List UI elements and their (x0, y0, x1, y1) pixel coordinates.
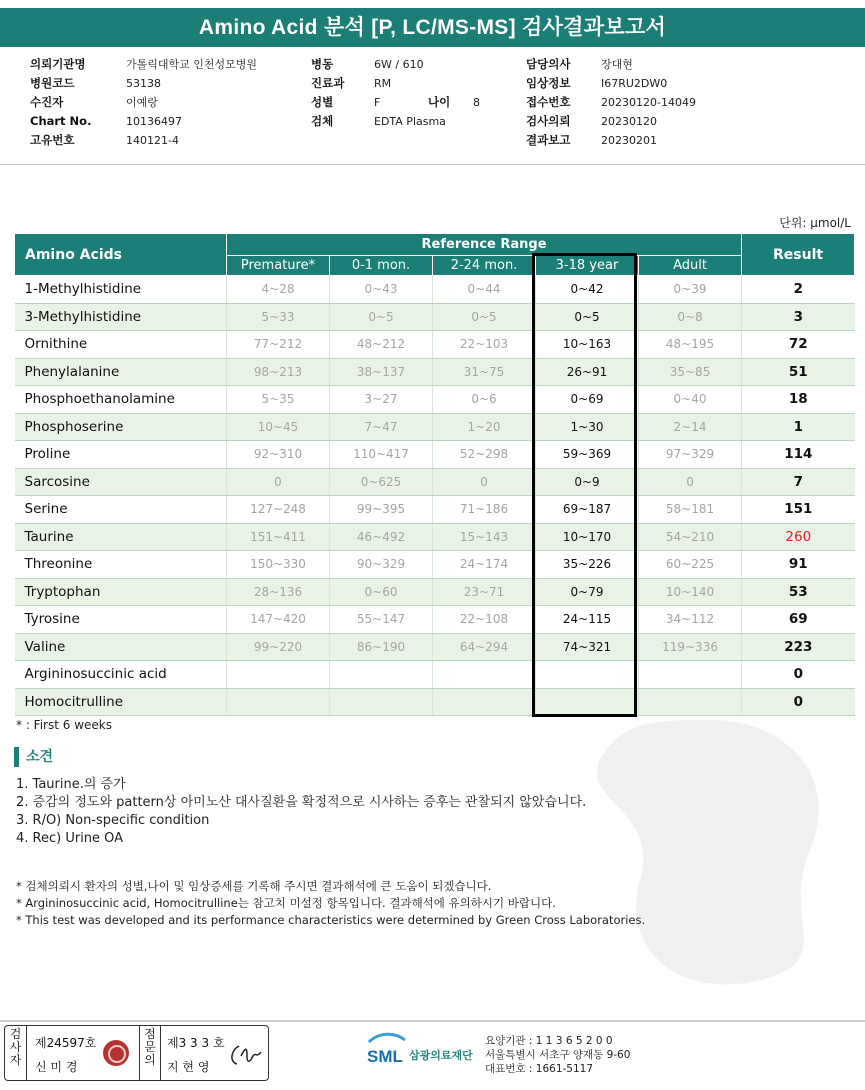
reference-range-cell: 10~140 (639, 578, 742, 606)
reference-range-cell: 10~45 (227, 413, 330, 441)
info-label: 수진자 (30, 95, 64, 109)
amino-acid-name: Serine (15, 496, 227, 524)
reference-range-cell: 48~195 (639, 331, 742, 359)
result-value: 7 (742, 468, 855, 496)
amino-acid-name: Taurine (15, 523, 227, 551)
reference-range-cell: 0~39 (639, 276, 742, 304)
table-row (15, 523, 855, 551)
amino-acid-name: Proline (15, 441, 227, 469)
reference-range-cell: 1~20 (433, 413, 536, 441)
info-label: 고유번호 (30, 133, 75, 147)
reference-range-cell: 58~181 (639, 496, 742, 524)
info-row (30, 74, 257, 93)
address-line: 요양기관 : 1 1 3 6 5 2 0 0 (485, 1035, 613, 1047)
reference-range-cell: 99~220 (227, 633, 330, 661)
amino-acid-name: Phosphoethanolamine (15, 386, 227, 414)
patient-info (0, 55, 865, 163)
reference-range-cell: 4~28 (227, 276, 330, 304)
reference-range-cell: 0~69 (536, 386, 639, 414)
reference-range-cell: 7~47 (330, 413, 433, 441)
info-row (30, 131, 257, 150)
reference-range-cell: 0 (227, 468, 330, 496)
info-value: 장대현 (601, 58, 633, 71)
specialist-name: 지 현 영 (167, 1060, 210, 1074)
reference-range-cell (536, 688, 639, 716)
info-row (311, 112, 480, 131)
amino-acid-name: Phenylalanine (15, 358, 227, 386)
info-row (526, 131, 696, 150)
finding-item: 3. R/O) Non-specific condition (16, 813, 210, 828)
amino-acid-name: Sarcosine (15, 468, 227, 496)
reference-range-cell: 0~6 (433, 386, 536, 414)
logo-name: 삼광의료재단 (409, 1049, 473, 1062)
table-row (15, 551, 855, 579)
result-value: 3 (742, 303, 855, 331)
amino-acid-name: Homocitrulline (15, 688, 227, 716)
reference-range-cell: 5~33 (227, 303, 330, 331)
table-row (15, 386, 855, 414)
reference-range-cell: 60~225 (639, 551, 742, 579)
finding-item: 1. Taurine.의 증가 (16, 777, 126, 792)
reference-range-cell: 22~103 (433, 331, 536, 359)
reference-range-cell (639, 688, 742, 716)
info-value: 가톨릭대학교 인천성모병원 (126, 58, 258, 71)
reference-range-cell: 0 (639, 468, 742, 496)
info-divider (0, 164, 865, 165)
footer-divider (0, 1020, 865, 1022)
info-value: RM (374, 77, 392, 90)
result-value: 18 (742, 386, 855, 414)
reference-range-cell: 23~71 (433, 578, 536, 606)
info-value: 20230120-14049 (601, 96, 696, 109)
reference-range-cell (227, 661, 330, 689)
reference-range-cell: 74~321 (536, 633, 639, 661)
reference-range-cell: 0~625 (330, 468, 433, 496)
reference-range-cell: 0~5 (536, 303, 639, 331)
info-value: 140121-4 (126, 134, 179, 147)
report-title: Amino Acid 분석 [P, LC/MS-MS] 검사결과보고서 (0, 8, 865, 47)
info-column-3 (526, 55, 696, 150)
reference-range-cell: 26~91 (536, 358, 639, 386)
reference-range-cell: 10~163 (536, 331, 639, 359)
reference-range-cell: 34~112 (639, 606, 742, 634)
table-row (15, 276, 855, 304)
specialist-label: 점문의 (139, 1026, 161, 1080)
reference-range-cell: 0~43 (330, 276, 433, 304)
reference-range-cell: 97~329 (639, 441, 742, 469)
reference-range-cell: 0~5 (433, 303, 536, 331)
result-value: 2 (742, 276, 855, 304)
findings-list (16, 776, 586, 848)
lab-address (485, 1034, 630, 1076)
specialist-license-no: 제3 3 3 호 (167, 1036, 225, 1050)
info-label: 담당의사 (526, 57, 571, 71)
tester-label: 검사자 (5, 1026, 27, 1080)
info-label: 의뢰기관명 (30, 57, 86, 71)
finding-item: 4. Rec) Urine OA (16, 831, 124, 846)
reference-range-cell: 90~329 (330, 551, 433, 579)
seal-stamp-icon (103, 1040, 129, 1066)
info-label: 성별 (311, 95, 334, 109)
header-amino-acids: Amino Acids (15, 234, 227, 276)
result-value: 1 (742, 413, 855, 441)
signature-box (4, 1025, 269, 1081)
reference-range-cell: 147~420 (227, 606, 330, 634)
table-row (15, 496, 855, 524)
reference-range-cell: 52~298 (433, 441, 536, 469)
note-item: * 검체의뢰시 환자의 성별,나이 및 임상증세를 기록해 주시면 결과해석에 큰 도움이 되겠습니다. (16, 879, 492, 893)
reference-range-cell: 119~336 (639, 633, 742, 661)
info-row (526, 55, 696, 74)
reference-range-cell: 10~170 (536, 523, 639, 551)
info-label: 진료과 (311, 76, 345, 90)
reference-range-cell: 0~44 (433, 276, 536, 304)
info-label: 검체 (311, 114, 334, 128)
info-value: 53138 (126, 77, 161, 90)
reference-range-cell: 0~79 (536, 578, 639, 606)
table-row (15, 468, 855, 496)
reference-range-cell (330, 688, 433, 716)
reference-range-cell: 92~310 (227, 441, 330, 469)
reference-range-cell: 150~330 (227, 551, 330, 579)
info-label: 병동 (311, 57, 334, 71)
reference-range-cell: 71~186 (433, 496, 536, 524)
reference-range-cell: 31~75 (433, 358, 536, 386)
result-value: 53 (742, 578, 855, 606)
info-label: 결과보고 (526, 133, 571, 147)
info-row (526, 112, 696, 131)
subheader-2-24-mon: 2-24 mon. (433, 256, 536, 276)
note-item: * Argininosuccinic acid, Homocitrulline는 참고치 미설정 항목입니다. 결과해석에 유의하시기 바랍니다. (16, 896, 556, 910)
result-value: 0 (742, 688, 855, 716)
subheader-premature: Premature* (227, 256, 330, 276)
table-row (15, 606, 855, 634)
amino-acid-name: Ornithine (15, 331, 227, 359)
info-row (311, 74, 480, 93)
amino-acid-name: Phosphoserine (15, 413, 227, 441)
notes-list (16, 878, 645, 929)
watermark-logo-icon (560, 700, 860, 1000)
reference-range-cell: 0 (433, 468, 536, 496)
reference-range-cell: 0~40 (639, 386, 742, 414)
subheader-3-18-year: 3-18 year (536, 256, 639, 276)
info-label: Chart No. (30, 114, 92, 128)
info-label: 병원코드 (30, 76, 75, 90)
reference-range-cell (536, 661, 639, 689)
address-line: 서울특별시 서초구 양재동 9-60 (485, 1049, 631, 1061)
result-value: 223 (742, 633, 855, 661)
amino-acid-name: Argininosuccinic acid (15, 661, 227, 689)
reference-range-cell (639, 661, 742, 689)
reference-range-cell: 24~115 (536, 606, 639, 634)
info-value: 6W / 610 (374, 58, 424, 71)
reference-range-cell: 127~248 (227, 496, 330, 524)
reference-range-cell: 0~8 (639, 303, 742, 331)
table-row (15, 441, 855, 469)
table-row (15, 413, 855, 441)
reference-range-cell: 77~212 (227, 331, 330, 359)
result-value: 114 (742, 441, 855, 469)
info-label: 접수번호 (526, 95, 571, 109)
table-row (15, 331, 855, 359)
premature-footnote: * : First 6 weeks (16, 718, 112, 732)
amino-acid-name: Tyrosine (15, 606, 227, 634)
amino-acid-name: Threonine (15, 551, 227, 579)
table-row (15, 303, 855, 331)
age-label: 나이 (428, 95, 451, 109)
amino-acid-name: Valine (15, 633, 227, 661)
reference-range-cell (433, 688, 536, 716)
result-value: 51 (742, 358, 855, 386)
reference-range-cell: 35~226 (536, 551, 639, 579)
subheader-adult: Adult (639, 256, 742, 276)
reference-range-cell: 86~190 (330, 633, 433, 661)
info-row (30, 55, 257, 74)
reference-range-cell (227, 688, 330, 716)
reference-range-cell: 0~42 (536, 276, 639, 304)
reference-range-cell: 55~147 (330, 606, 433, 634)
result-value: 72 (742, 331, 855, 359)
info-value: 이예랑 (126, 96, 158, 109)
info-row (311, 55, 480, 74)
amino-acid-table (14, 233, 855, 716)
info-row (30, 112, 257, 131)
info-column-2 (311, 55, 480, 131)
logo-mark: SML (367, 1047, 403, 1066)
info-label: 검사의뢰 (526, 114, 571, 128)
info-row (30, 93, 257, 112)
info-value: 20230201 (601, 134, 657, 147)
finding-item: 2. 증감의 정도와 pattern상 아미노산 대사질환을 확정적으로 시사하는 증후는 관찰되지 않았습니다. (16, 795, 587, 810)
reference-range-cell: 5~35 (227, 386, 330, 414)
reference-range-cell (330, 661, 433, 689)
result-value: 151 (742, 496, 855, 524)
address-line: 대표번호 : 1661-5117 (485, 1063, 594, 1075)
amino-acid-name: 3-Methylhistidine (15, 303, 227, 331)
reference-range-cell (433, 661, 536, 689)
note-item: * This test was developed and its performance characteristics were determined by Green Cross Laboratories. (16, 913, 646, 927)
reference-range-cell: 0~60 (330, 578, 433, 606)
result-value: 260 (742, 523, 855, 551)
result-value: 0 (742, 661, 855, 689)
amino-acid-name: 1-Methylhistidine (15, 276, 227, 304)
reference-range-cell: 28~136 (227, 578, 330, 606)
tester-name: 신 미 경 (35, 1060, 78, 1074)
table-row (15, 661, 855, 689)
reference-range-cell: 24~174 (433, 551, 536, 579)
subheader-0-1-mon: 0-1 mon. (330, 256, 433, 276)
reference-range-cell: 15~143 (433, 523, 536, 551)
reference-range-cell: 64~294 (433, 633, 536, 661)
header-reference-range: Reference Range (227, 234, 742, 256)
info-value: F (374, 96, 381, 109)
table-row (15, 358, 855, 386)
reference-range-cell: 0~9 (536, 468, 639, 496)
reference-range-cell: 54~210 (639, 523, 742, 551)
header-result: Result (742, 234, 855, 276)
tester-license-no: 제24597호 (35, 1036, 97, 1050)
reference-range-cell: 110~417 (330, 441, 433, 469)
unit-label: 단위: μmol/L (779, 216, 851, 230)
reference-range-cell: 46~492 (330, 523, 433, 551)
table-row (15, 578, 855, 606)
table-row (15, 633, 855, 661)
result-value: 91 (742, 551, 855, 579)
reference-range-cell: 98~213 (227, 358, 330, 386)
info-value: 10136497 (126, 115, 182, 128)
info-row (311, 93, 480, 112)
info-label: 임상정보 (526, 76, 571, 90)
reference-range-cell: 0~5 (330, 303, 433, 331)
reference-range-cell: 151~411 (227, 523, 330, 551)
amino-acid-name: Tryptophan (15, 578, 227, 606)
reference-range-cell: 22~108 (433, 606, 536, 634)
reference-range-cell: 69~187 (536, 496, 639, 524)
amino-acid-rows (15, 276, 855, 716)
info-value: EDTA Plasma (374, 115, 446, 128)
age-value: 8 (473, 96, 480, 109)
reference-range-cell: 48~212 (330, 331, 433, 359)
reference-range-cell: 3~27 (330, 386, 433, 414)
result-value: 69 (742, 606, 855, 634)
reference-range-cell: 38~137 (330, 358, 433, 386)
info-value: I67RU2DW0 (601, 77, 668, 90)
reference-range-cell: 2~14 (639, 413, 742, 441)
info-row (526, 74, 696, 93)
reference-range-cell: 35~85 (639, 358, 742, 386)
findings-title: 소견 (14, 747, 53, 767)
reference-range-cell: 99~395 (330, 496, 433, 524)
info-value: 20230120 (601, 115, 657, 128)
reference-range-cell: 59~369 (536, 441, 639, 469)
info-column-1 (30, 55, 257, 150)
info-row (526, 93, 696, 112)
reference-range-cell: 1~30 (536, 413, 639, 441)
table-row (15, 688, 855, 716)
handwritten-signature-icon (227, 1042, 265, 1068)
